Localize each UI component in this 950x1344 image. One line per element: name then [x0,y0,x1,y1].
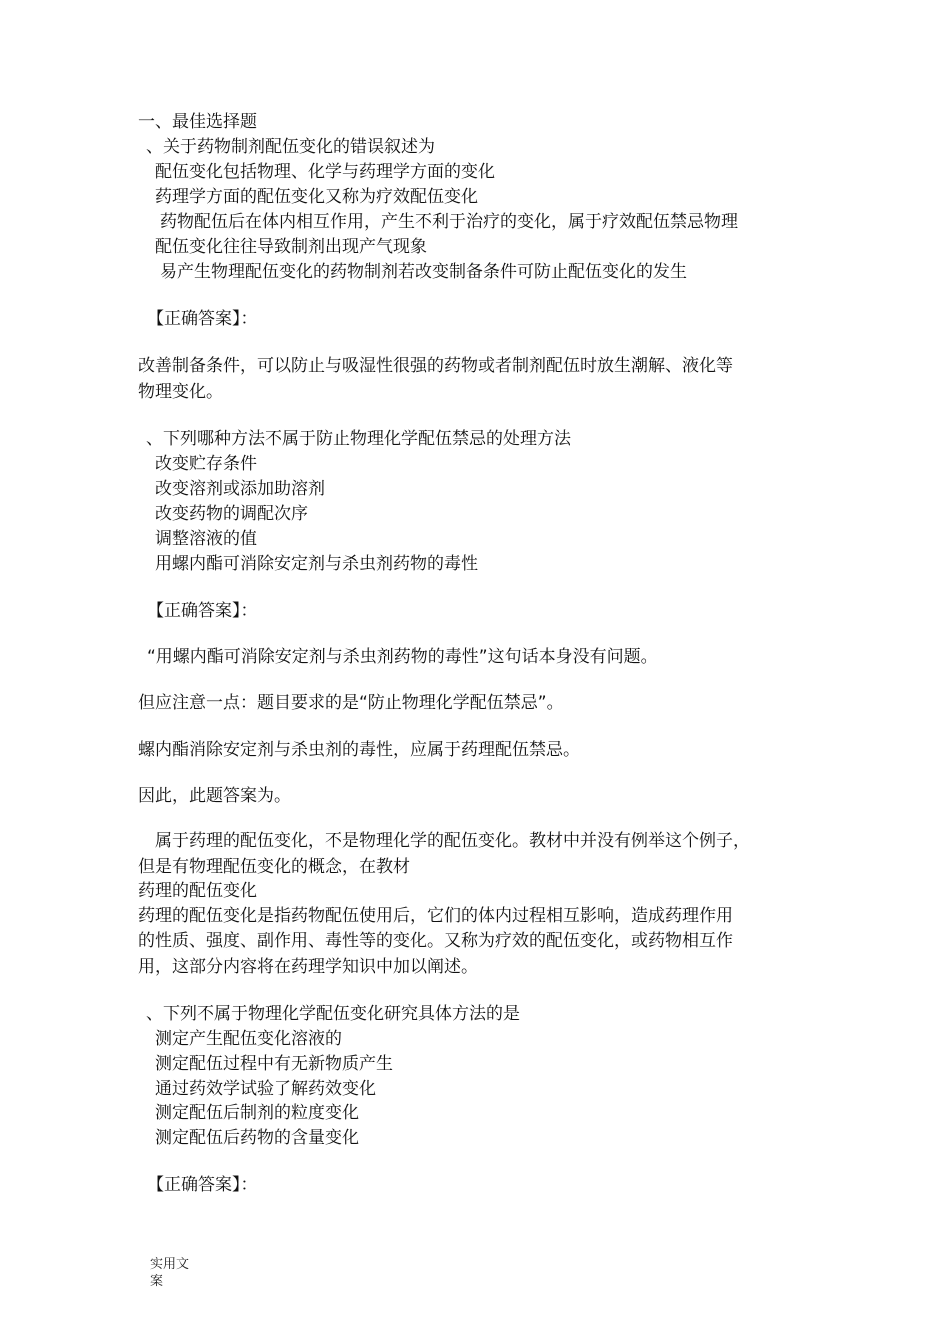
q2-option-b: 改变溶剂或添加助溶剂 [155,479,325,499]
q2-explanation-line: 的性质、强度、副作用、毒性等的变化。又称为疗效的配伍变化，或药物相互作 [138,931,733,951]
q1-explanation-line: 物理变化。 [138,382,223,402]
q2-option-e: 用螺内酯可消除安定剂与杀虫剂药物的毒性 [155,554,478,574]
q1-option-d: 配伍变化往往导致制剂出现产气现象 [155,237,427,257]
q1-option-c: 药物配伍后在体内相互作用，产生不利于治疗的变化，属于疗效配伍禁忌物理 [160,212,738,232]
q1-option-a: 配伍变化包括物理、化学与药理学方面的变化 [155,162,495,182]
q2-option-d: 调整溶液的值 [155,529,257,549]
q2-explanation-line: “用螺内酯可消除安定剂与杀虫剂药物的毒性”这句话本身没有问题。 [147,647,658,667]
q3-stem: 、下列不属于物理化学配伍变化研究具体方法的是 [146,1004,520,1024]
footer-text: 案 [150,1274,164,1289]
q2-option-a: 改变贮存条件 [155,454,257,474]
q2-explanation-line: 药理的配伍变化是指药物配伍使用后，它们的体内过程相互影响，造成药理作用 [138,906,733,926]
q3-option-c: 通过药效学试验了解药效变化 [155,1079,376,1099]
q3-answer-label: 【正确答案】： [147,1175,258,1195]
q2-explanation-line: 用，这部分内容将在药理学知识中加以阐述。 [138,957,478,977]
section-title: 一、最佳选择题 [138,112,257,132]
q3-option-b: 测定配伍过程中有无新物质产生 [155,1054,393,1074]
footer-text: 实用文 [150,1257,190,1272]
q1-option-b: 药理学方面的配伍变化又称为疗效配伍变化 [155,187,478,207]
q1-answer-label: 【正确答案】： [147,309,258,329]
q2-explanation-line: 但是有物理配伍变化的概念，在教材 [138,857,410,877]
q1-option-e: 易产生物理配伍变化的药物制剂若改变制备条件可防止配伍变化的发生 [160,262,687,282]
q2-explanation-line: 属于药理的配伍变化，不是物理化学的配伍变化。教材中并没有例举这个例子， [155,831,750,851]
q1-explanation-line: 改善制备条件，可以防止与吸湿性很强的药物或者制剂配伍时放生潮解、液化等 [138,356,733,376]
q3-option-e: 测定配伍后药物的含量变化 [155,1128,359,1148]
q2-answer-label: 【正确答案】： [147,601,258,621]
q2-stem: 、下列哪种方法不属于防止物理化学配伍禁忌的处理方法 [146,429,571,449]
q1-stem: 、关于药物制剂配伍变化的错误叙述为 [146,137,435,157]
q3-option-a: 测定产生配伍变化溶液的 [155,1029,342,1049]
q2-explanation-line: 因此，此题答案为。 [138,786,291,806]
q2-explanation-line: 药理的配伍变化 [138,881,257,901]
q2-explanation-line: 但应注意一点：题目要求的是“防止物理化学配伍禁忌”。 [138,693,564,713]
q3-option-d: 测定配伍后制剂的粒度变化 [155,1103,359,1123]
q2-explanation-line: 螺内酯消除安定剂与杀虫剂的毒性，应属于药理配伍禁忌。 [138,740,580,760]
q2-option-c: 改变药物的调配次序 [155,504,308,524]
